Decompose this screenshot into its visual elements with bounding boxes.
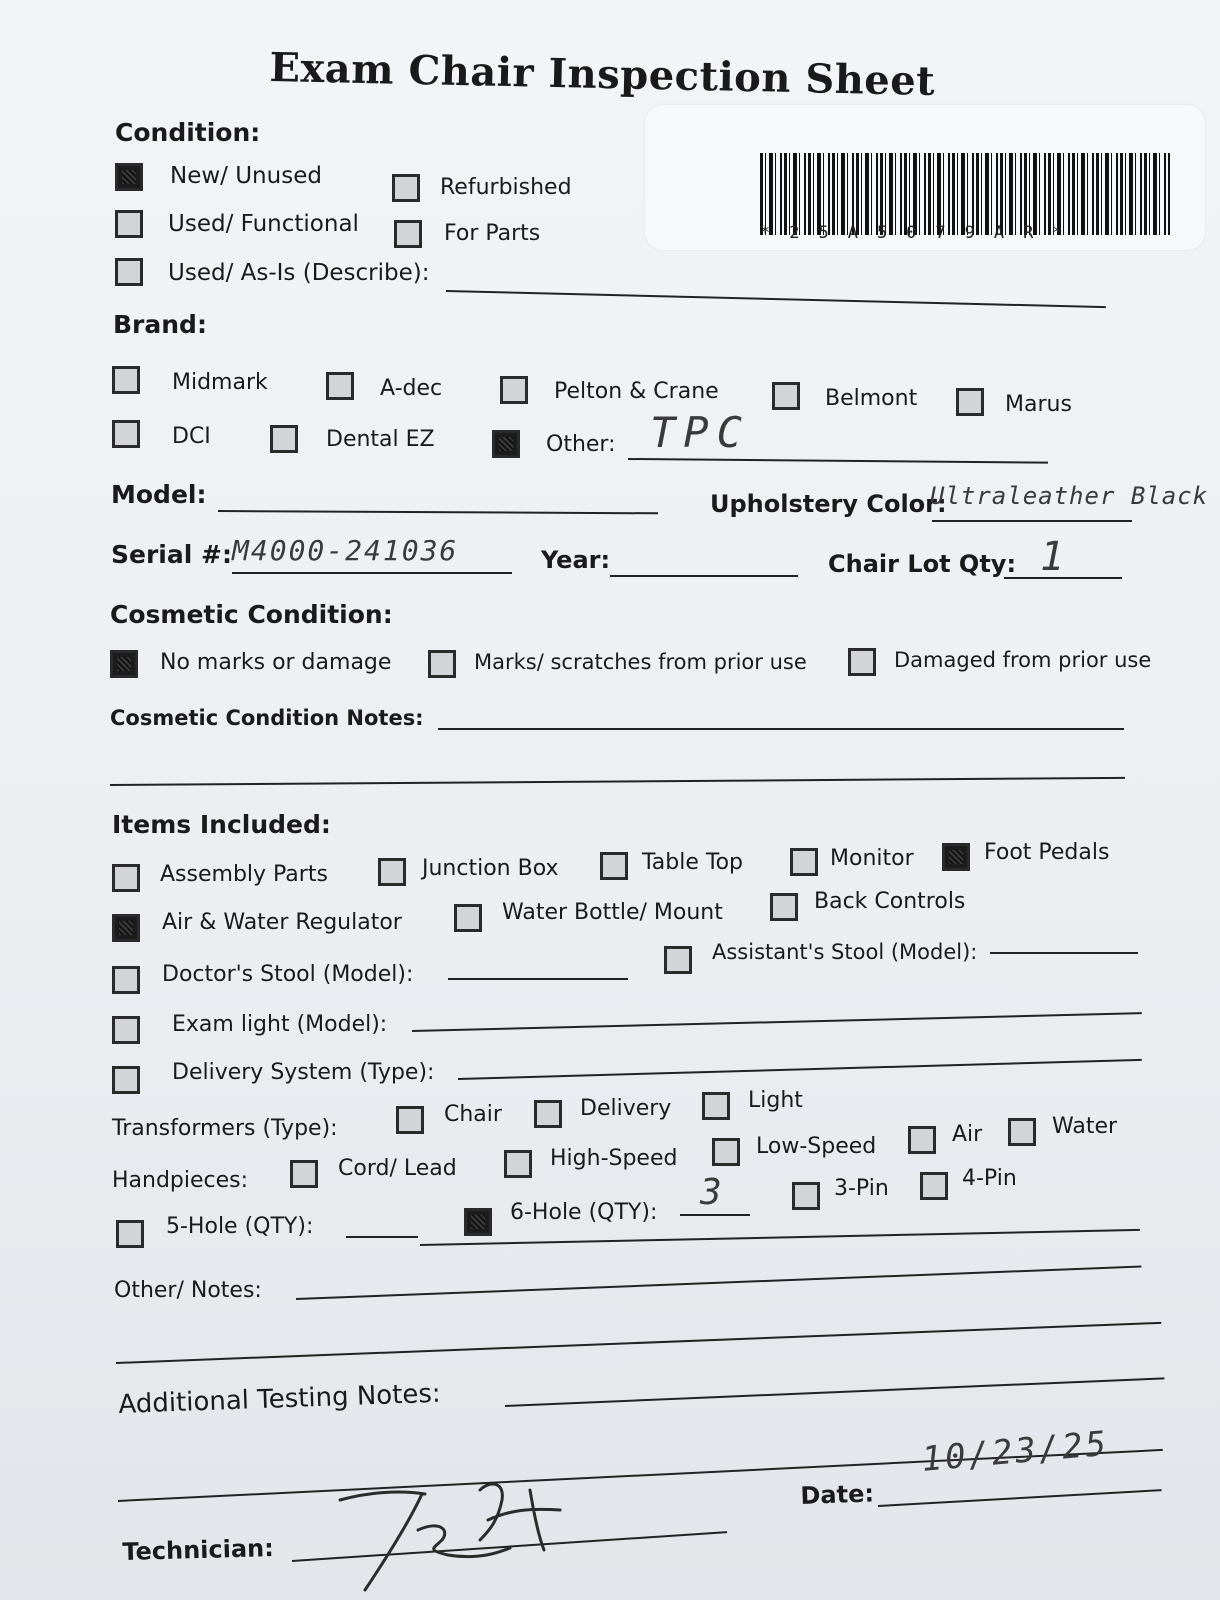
other-notes-line-2[interactable] <box>116 1322 1161 1364</box>
label-4-pin: 4-Pin <box>962 1166 1017 1191</box>
checkbox-pelton-crane[interactable] <box>500 376 528 404</box>
checkbox-midmark[interactable] <box>112 366 140 394</box>
label-transformer-light: Light <box>748 1088 803 1113</box>
chair-lot-line[interactable] <box>1004 577 1122 579</box>
other-brand-line[interactable] <box>628 458 1048 464</box>
label-new-unused: New/ Unused <box>170 163 322 189</box>
checkbox-marks-scratches[interactable] <box>428 650 456 678</box>
barcode-label <box>645 105 1205 250</box>
checkbox-dci[interactable] <box>112 420 140 448</box>
other-notes-label: Other/ Notes: <box>114 1278 262 1303</box>
page-title: Exam Chair Inspection Sheet <box>269 44 936 105</box>
serial-label: Serial #: <box>111 540 232 569</box>
label-water: Water <box>1052 1114 1118 1139</box>
technician-label: Technician: <box>122 1534 275 1566</box>
checkbox-assembly-parts[interactable] <box>112 864 140 892</box>
year-line[interactable] <box>610 575 798 577</box>
checkbox-low-speed[interactable] <box>712 1138 740 1166</box>
doctors-stool-line[interactable] <box>448 978 628 980</box>
checkbox-cord-lead[interactable] <box>290 1160 318 1188</box>
label-air: Air <box>952 1122 983 1147</box>
condition-heading: Condition: <box>115 118 261 147</box>
checkbox-exam-light[interactable] <box>112 1016 140 1044</box>
checkbox-transformer-light[interactable] <box>702 1092 730 1120</box>
label-dental-ez: Dental EZ <box>326 427 435 452</box>
handpieces-extra-line[interactable] <box>420 1229 1140 1246</box>
date-value: 10/23/25 <box>920 1423 1111 1480</box>
cosmetic-notes-line-2[interactable] <box>110 777 1125 786</box>
additional-testing-label: Additional Testing Notes: <box>118 1378 442 1420</box>
delivery-system-line[interactable] <box>458 1059 1142 1080</box>
model-label: Model: <box>111 480 207 509</box>
checkbox-water[interactable] <box>1008 1118 1036 1146</box>
label-used-functional: Used/ Functional <box>168 211 359 237</box>
checkbox-4-pin[interactable] <box>920 1172 948 1200</box>
chair-lot-value: 1 <box>1040 534 1068 580</box>
serial-line[interactable] <box>232 572 512 574</box>
checkbox-air-water-regulator[interactable] <box>112 914 140 942</box>
label-low-speed: Low-Speed <box>756 1134 877 1159</box>
label-marks-scratches: Marks/ scratches from prior use <box>474 650 807 674</box>
checkbox-junction-box[interactable] <box>378 858 406 886</box>
checkbox-a-dec[interactable] <box>326 372 354 400</box>
cosmetic-notes-line-1[interactable] <box>438 728 1124 730</box>
cosmetic-heading: Cosmetic Condition: <box>110 600 393 629</box>
checkbox-assistants-stool[interactable] <box>664 946 692 974</box>
label-pelton-crane: Pelton & Crane <box>554 379 719 404</box>
other-notes-line-1[interactable] <box>296 1266 1141 1300</box>
checkbox-foot-pedals[interactable] <box>942 843 970 871</box>
checkbox-marus[interactable] <box>956 388 984 416</box>
brand-heading: Brand: <box>113 310 207 339</box>
checkbox-6-hole[interactable] <box>464 1208 492 1236</box>
barcode-text: *25A5079AR* <box>760 223 1082 243</box>
checkbox-high-speed[interactable] <box>504 1150 532 1178</box>
label-marus: Marus <box>1005 392 1072 417</box>
checkbox-belmont[interactable] <box>772 382 800 410</box>
label-back-controls: Back Controls <box>814 889 966 914</box>
label-dci: DCI <box>172 424 211 449</box>
label-belmont: Belmont <box>825 386 918 411</box>
label-monitor: Monitor <box>830 846 914 871</box>
label-delivery-system: Delivery System (Type): <box>172 1060 435 1085</box>
handpieces-label: Handpieces: <box>112 1168 249 1193</box>
label-air-water-regulator: Air & Water Regulator <box>162 910 402 935</box>
checkbox-doctors-stool[interactable] <box>112 966 140 994</box>
label-exam-light: Exam light (Model): <box>172 1012 388 1037</box>
checkbox-for-parts[interactable] <box>394 220 422 248</box>
5-hole-qty-line[interactable] <box>346 1236 418 1238</box>
label-cord-lead: Cord/ Lead <box>338 1156 457 1181</box>
6-hole-qty-line[interactable] <box>680 1214 750 1216</box>
date-line[interactable] <box>878 1489 1162 1507</box>
checkbox-other-brand[interactable] <box>492 430 520 458</box>
6-hole-qty-value: 3 <box>700 1172 725 1213</box>
upholstery-label: Upholstery Color: <box>710 490 947 518</box>
other-brand-value: TPC <box>650 408 750 457</box>
chair-lot-label: Chair Lot Qty: <box>828 550 1017 578</box>
technician-signature <box>330 1460 590 1600</box>
label-high-speed: High-Speed <box>550 1146 678 1171</box>
checkbox-delivery-system[interactable] <box>112 1066 140 1094</box>
checkbox-table-top[interactable] <box>600 852 628 880</box>
model-line[interactable] <box>218 510 658 514</box>
exam-light-line[interactable] <box>412 1012 1142 1032</box>
label-assembly-parts: Assembly Parts <box>160 862 328 887</box>
checkbox-damaged[interactable] <box>848 648 876 676</box>
checkbox-dental-ez[interactable] <box>270 425 298 453</box>
label-no-marks: No marks or damage <box>160 650 392 675</box>
label-transformer-chair: Chair <box>444 1102 502 1127</box>
year-label: Year: <box>541 546 611 574</box>
transformers-label: Transformers (Type): <box>112 1116 338 1141</box>
label-assistants-stool: Assistant's Stool (Model): <box>712 940 978 964</box>
upholstery-line[interactable] <box>932 520 1132 522</box>
label-midmark: Midmark <box>172 370 268 395</box>
checkbox-5-hole[interactable] <box>116 1220 144 1248</box>
label-used-as-is: Used/ As-Is (Describe): <box>168 260 430 286</box>
label-water-bottle: Water Bottle/ Mount <box>502 900 723 925</box>
serial-value: M4000-241036 <box>232 534 459 567</box>
label-damaged: Damaged from prior use <box>894 648 1152 672</box>
additional-testing-line-1[interactable] <box>505 1377 1165 1407</box>
checkbox-back-controls[interactable] <box>770 893 798 921</box>
checkbox-refurbished[interactable] <box>392 174 420 202</box>
label-3-pin: 3-Pin <box>834 1176 889 1201</box>
label-table-top: Table Top <box>642 850 744 875</box>
label-for-parts: For Parts <box>444 221 541 246</box>
checkbox-new-unused[interactable] <box>115 163 143 191</box>
label-doctors-stool: Doctor's Stool (Model): <box>162 962 414 987</box>
as-is-description-line[interactable] <box>446 290 1106 308</box>
label-foot-pedals: Foot Pedals <box>984 840 1110 865</box>
checkbox-monitor[interactable] <box>790 848 818 876</box>
label-6-hole: 6-Hole (QTY): <box>510 1200 658 1225</box>
assistants-stool-line[interactable] <box>990 952 1138 954</box>
items-heading: Items Included: <box>112 810 331 839</box>
label-transformer-delivery: Delivery <box>580 1096 672 1121</box>
label-other-brand: Other: <box>546 432 616 457</box>
date-label: Date: <box>800 1479 875 1510</box>
label-a-dec: A-dec <box>380 376 443 401</box>
checkbox-water-bottle[interactable] <box>454 904 482 932</box>
label-junction-box: Junction Box <box>422 856 559 881</box>
checkbox-3-pin[interactable] <box>792 1182 820 1210</box>
label-5-hole: 5-Hole (QTY): <box>166 1214 314 1239</box>
label-refurbished: Refurbished <box>440 175 572 200</box>
upholstery-value: Ultraleather Black <box>930 482 1209 510</box>
checkbox-air[interactable] <box>908 1126 936 1154</box>
checkbox-used-functional[interactable] <box>115 210 143 238</box>
checkbox-transformer-delivery[interactable] <box>534 1100 562 1128</box>
checkbox-no-marks[interactable] <box>110 650 138 678</box>
checkbox-used-as-is[interactable] <box>115 258 143 286</box>
cosmetic-notes-label: Cosmetic Condition Notes: <box>110 706 424 730</box>
checkbox-transformer-chair[interactable] <box>396 1106 424 1134</box>
